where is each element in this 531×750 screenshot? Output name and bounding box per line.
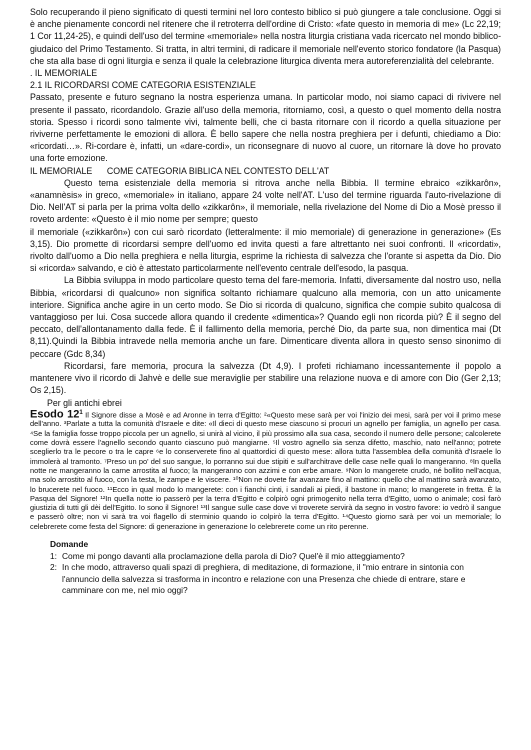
esodo-title: Esodo 12 xyxy=(30,408,80,421)
question-item xyxy=(50,551,501,563)
question-number: 1: xyxy=(50,550,57,561)
esodo-passage xyxy=(30,409,501,531)
questions-title: Domande xyxy=(50,539,89,550)
heading-memoriale: . IL MEMORIALE xyxy=(30,68,98,79)
intro-paragraph: Solo recuperando il pieno significato di questi termini nel loro contesto biblico si può giungere a tale conclusione. Oggi si è anche pienamente concordi nel ritenere che il retroterra dell'ordine di Cristo: «fate questo in memoria di me» (Lc 22,19; 1 Cor 11,24-25), e quindi dell'uso del termine «memoriale» nella nostra liturgia cristiana vada ricercato nel mondo biblico-giudaico del Primo Testamento. Si tratta, in altri termini, di radicare il memoriale nell'evento storico fondatore (la Pasqua) che sta alla base di ogni liturgia e senza il quale la celebrazione liturgica diventa mera autoreferenzialità del celebrante. xyxy=(30,7,501,66)
heading-categoria-biblica: IL MEMORIALE COME CATEGORIA BIBLICA NEL CONTESTO DELL'AT xyxy=(30,165,330,176)
section2-paragraph-1: Questo tema esistenziale della memoria si ritrova anche nella Bibbia. Il termine ebraico «zikkarôn», «anamnèsis» in greco, «memoriale» in italiano, appare 24 volte nell'AT. L'uso del termine riguarda l'auto-rivelazione di Dio. Nell'AT si parla per la prima volta dello «zikkarôn», il memoriale, nella rivelazione del Nome di Dio a Mosè presso il roveto ardente: «Questo è il mio nome per sempre; questo xyxy=(30,177,501,225)
section2-paragraph-4: Ricordarsi, fare memoria, procura la salvezza (Dt 4,9). I profeti richiamano incessantemente il popolo a mantenere vivo il ricordo di Jahvè e delle sue meraviglie per stabilire una relazione nuova e di amore con Dio (Ger 2,13; Os 2,15). xyxy=(30,360,501,396)
esodo-title-verse: 1 xyxy=(79,409,83,416)
esodo-text: Il Signore disse a Mosè e ad Aronne in terra d'Egitto: ²«Questo mese sarà per voi l'inizio dei mesi, sarà per voi il primo mese dell'anno. ³Parlate a tutta la comunità d'Israele e dite: «Il dieci di questo mese ciascuno si procuri un agnello per famiglia, un agnello per casa. ⁴Se la famiglia fosse troppo piccola per un agnello, si unirà al vicino, il più prossimo alla sua casa, secondo il numero delle persone; calcolerete come dovrà essere l'agnello secondo quanto ciascuno può mangiarne. ⁵Il vostro agnello sia senza difetto, maschio, nato nell'anno; potrete sceglierlo tra le pecore o tra le capre ⁶e lo conserverete fino al quattordici di questo mese: allora tutta l'assemblea della comunità d'Israele lo immolerà al tramonto. ⁷Preso un po' del suo sangue, lo porranno sui due stipiti e sull'architrave delle case nelle quali lo mangeranno. ⁸In quella notte ne mangeranno la carne arrostita al fuoco; la mangeranno con azzimi e con erbe amare. ⁹Non lo mangerete crudo, né bollito nell'acqua, ma solo arrostito al fuoco, con la testa, le zampe e le viscere. ¹⁰Non ne dovete far avanzare fino al mattino: quello che al mattino sarà avanzato, lo brucerete nel fuoco. ¹¹Ecco in qual modo lo mangerete: con i fianchi cinti, i sandali ai piedi, il bastone in mano; lo mangerete in fretta. È la Pasqua del Signore! ¹²In quella notte io passerò per la terra d'Egitto e colpirò ogni primogenito nella terra d'Egitto, uomo o animale; così farò giustizia di tutti gli dèi dell'Egitto. Io sono il Signore! ¹³Il sangue sulle case dove vi troverete servirà da segno in vostro favore: io vedrò il sangue e passerò oltre; non vi sarà tra voi flagello di sterminio quando io colpirò la terra d'Egitto. ¹⁴Questo giorno sarà per voi un memoriale; lo celebrerete come festa del Signore: di generazione in generazione lo celebrerete come un rito perenne. xyxy=(30,410,501,531)
section2-paragraph-5: Per gli antichi ebrei xyxy=(47,397,122,408)
section1-paragraph: Passato, presente e futuro segnano la nostra esperienza umana. In particolar modo, noi siamo capaci di rivivere nel presente il passato, ricordandolo. Grazie all'uso della memoria, ritorniamo, così, a questo o quel momento della nostra storia. Spesso i ricordi sono talmente vivi, talmente belli, che ci basta ritornare con il ricordo a quella situazione per riviverne perfettamente le emozioni di allora. È bello sapere che nella nostra preghiera per i defunti, chiediamo a Dio: «ricordati…». Ri-cordare è, infatti, un «dare-cordi», un riconsegnare di nuovo al cuore, un ritornare là dove ho provato una forte emozione. xyxy=(30,92,501,164)
questions-section xyxy=(30,539,501,597)
question-number: 2: xyxy=(50,562,57,573)
section2-paragraph-2: il memoriale («zikkarôn») con cui sarò ricordato (letteralmente: il mio memoriale) di generazione in generazione» (Es 3,15). Dio promette di ricordarsi sempre dell'uomo ed invita questi a fare altrettanto nei suoi confronti. Il «ricordati», rivolto dall'uomo a Dio nella preghiera e nella liturgia, esprime la richiesta di salvezza che l'orante si aspetta da Dio. Dio si «ricorda» salvando, e ciò è attestato particolarmente nell'evento centrale dell'esodo, la pasqua. xyxy=(30,226,501,274)
question-text: Come mi pongo davanti alla proclamazione della parola di Dio? Quel'è il mio atteggiamento? xyxy=(62,550,405,561)
question-item xyxy=(50,562,501,597)
question-text: In che modo, attraverso quali spazi di preghiera, di meditazione, di formazione, il "mio entrare in sintonia con l'annuncio della salvezza si trasforma in incontro e relazione con una Presenza che chiede di entrare, stare e camminare con me, nel mio oggi? xyxy=(62,562,466,596)
heading-ricordarsi: 2.1 IL RICORDARSI COME CATEGORIA ESISTENZIALE xyxy=(30,80,256,91)
questions-list xyxy=(50,551,501,597)
section2-paragraph-3: La Bibbia sviluppa in modo particolare questo tema del fare-memoria. Infatti, diversamente dal nostro uso, nella Bibbia, «ricordarsi di qualcuno» non significa soltanto richiamare qualcuno alla memoria, con un atto unicamente interiore. Significa anche agire in un certo modo. Se Dio si ricorda di qualcuno, significa che compie subito qualcosa di vantaggioso per lui. Cosa succede allora quando il credente «dimentica»? Quando egli non ricorda più? È il segno del peccato, dell'allontanamento dalla fede. È il fallimento della memoria, perché Dio, da parte sua, non dimentica mai (Dt 8,11).Quindi la Bibbia intravede nella memoria anche un fare. Dimenticare diventa allora in questo senso sinonimo di peccare (Gdc 8,34) xyxy=(30,275,501,359)
